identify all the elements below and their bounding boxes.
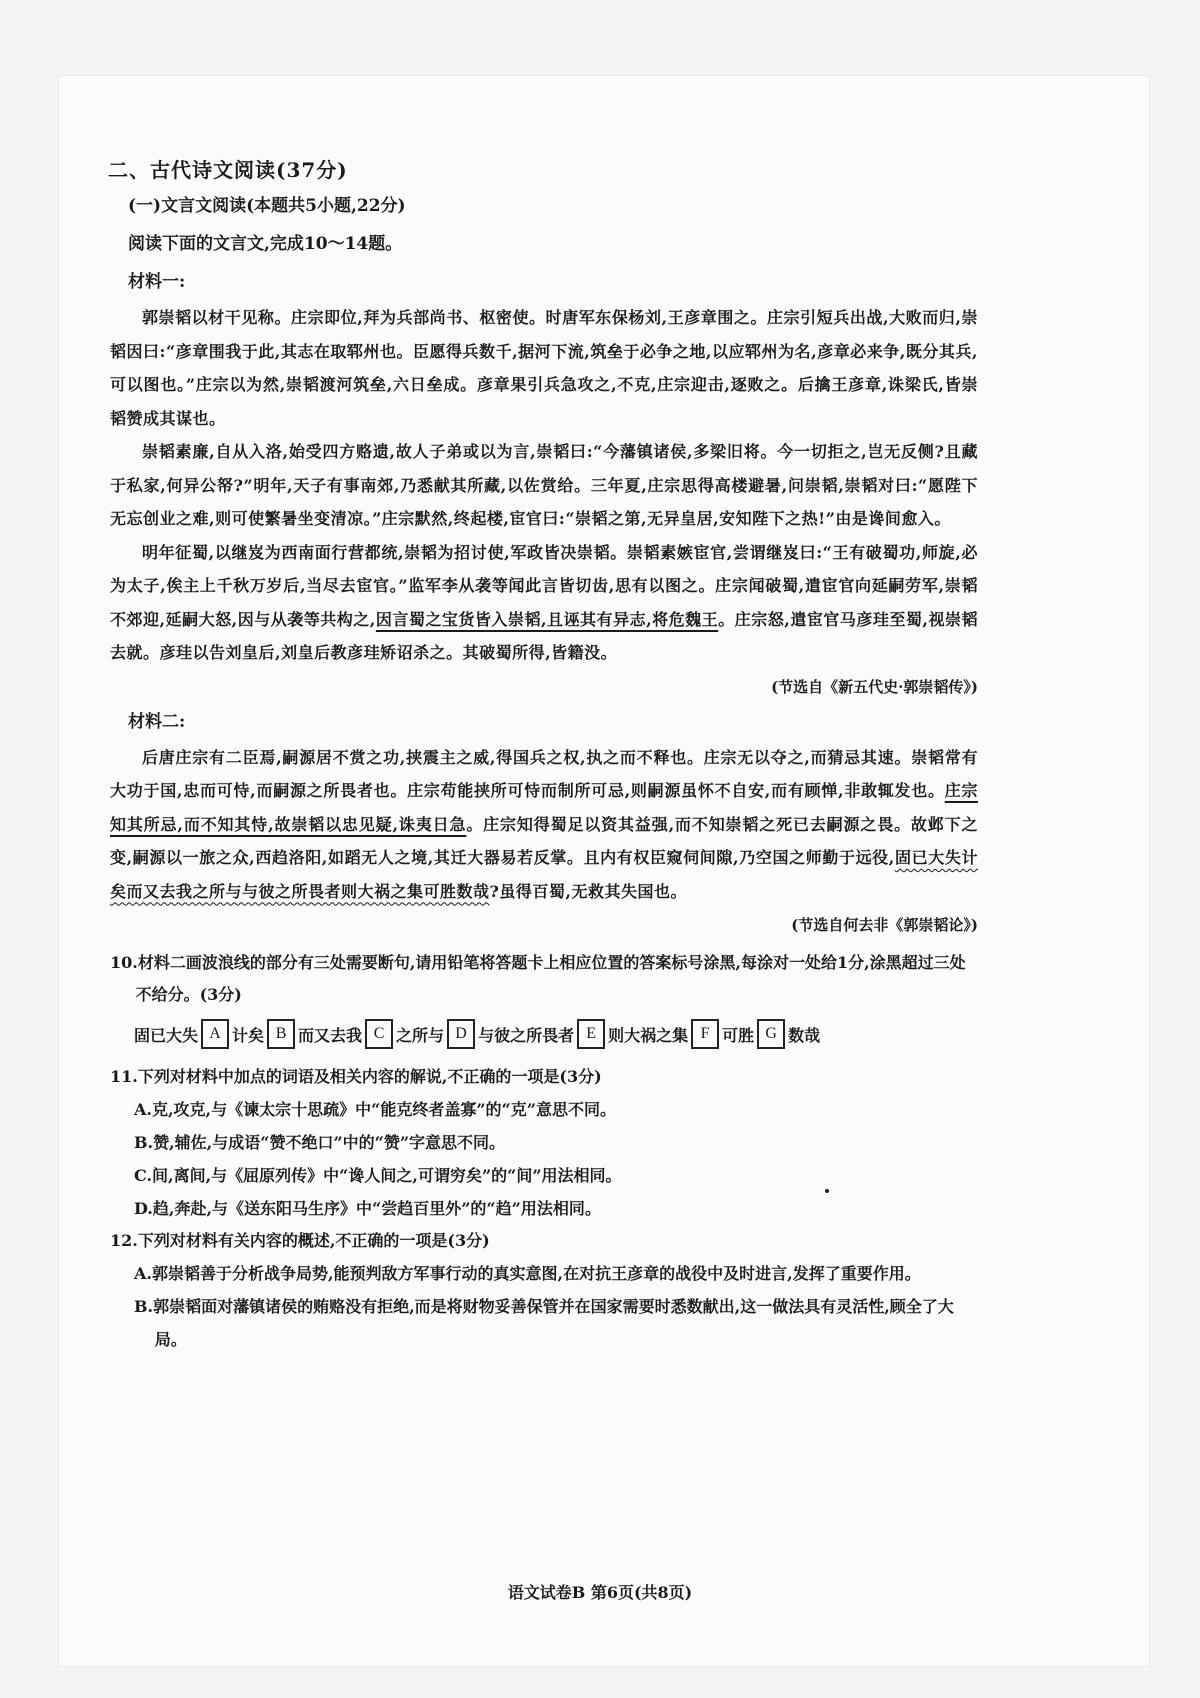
section-title: 二、古代诗文阅读(37分) bbox=[108, 158, 348, 182]
question-11-option: B.赞,辅佐,与成语“赞不绝口”中的“赞”字意思不同。 bbox=[134, 1133, 506, 1152]
answer-box[interactable]: E bbox=[577, 1019, 605, 1049]
text-run: 。庄宗怒,遣宦官马彦珪至蜀,视崇韬去就。彦珪以告刘皇后,刘皇后教彦珪矫诏杀之。其破蜀所得,皆籍没。 bbox=[110, 609, 978, 662]
question-12-option: B.郭崇韬面对藩镇诸侯的贿赂没有拒绝,而是将财物妥善保管并在国家需要时悉数献出,这一做法具有灵活性,顾全了大局。 bbox=[134, 1297, 954, 1349]
material-one-paragraph: 郭崇韬以材干见称。庄宗即位,拜为兵部尚书、枢密使。时唐军东保杨刘,王彦章围之。庄宗引短兵出战,大败而归,崇韬因曰:“彦章围我于此,其志在取郓州也。臣愿得兵数千,据河下流,筑垒于必争之地,以应郓州为名,彦章必来争,既分其兵,可以图也。”庄宗以为然,崇韬渡河筑垒,六日垒成。彦章果引兵急攻之,不克,庄宗迎击,逐败之。后擒王彦章,诛梁氏,皆崇韬赞成其谋也。 bbox=[110, 308, 978, 428]
underlined-sentence: 因言蜀之宝货皆入崇韬,且诬其有异志,将危魏王 bbox=[375, 609, 719, 629]
text-run: ?虽得百蜀,无救其失国也。 bbox=[489, 881, 687, 901]
segment-text: 计矣 bbox=[232, 1025, 265, 1045]
segment-text: 固已大失 bbox=[134, 1025, 199, 1045]
answer-box[interactable]: G bbox=[757, 1019, 785, 1049]
text-run: 。庄宗知得蜀足以资其益强,而不知崇韬之死已去嗣源之畏。故邺下之变,嗣源以一旅之众,西趋洛阳,如蹈无人之境,其迁大器易若反掌。且内有权臣窥伺间隙,乃空国之师勤于远役, bbox=[110, 814, 978, 867]
material-one-paragraph: 崇韬素廉,自从入洛,始受四方赂遗,故人子弟或以为言,崇韬曰:“今藩镇诸侯,多梁旧将。今一切拒之,岂无反侧?且藏于私家,何异公帑?”明年,天子有事南郊,乃悉献其所藏,以佐赏给。三年夏,庄宗思得高楼避暑,问崇韬,崇韬对曰:“愿陛下无忘创业之难,则可使繁暑坐变清凉。”庄宗默然,终起楼,宦官曰:“崇韬之第,无异皇居,安知陛下之热!”由是谗间愈入。 bbox=[110, 442, 978, 528]
segment-text: 则大祸之集 bbox=[608, 1025, 689, 1045]
answer-box[interactable]: B bbox=[267, 1019, 295, 1049]
text-run: 后唐庄宗有二臣焉,嗣源居不赏之功,挟震主之威,得国兵之权,执之而不释也。庄宗无以夺之,而猜忌其速。崇韬常有大功于国,忠而可恃,而嗣源之所畏者也。庄宗苟能挟所可恃而制所可忌,则嗣源虽怀不自安,而有顾惮,非敢辄发也。 bbox=[110, 747, 978, 800]
sentence-break-row bbox=[134, 1019, 978, 1049]
material-one-paragraph bbox=[110, 536, 978, 670]
answer-box[interactable]: C bbox=[365, 1019, 393, 1049]
question-12-option: A.郭崇韬善于分析战争局势,能预判敌方军事行动的真实意图,在对抗王彦章的战役中及时进言,发挥了重要作用。 bbox=[134, 1264, 921, 1283]
subsection-title: (一)文言文阅读(本题共5小题,22分) bbox=[128, 196, 406, 216]
reading-instruction: 阅读下面的文言文,完成10～14题。 bbox=[128, 234, 403, 254]
question-11-option: D.趋,奔赴,与《送东阳马生序》中“尝趋百里外”的“趋”用法相同。 bbox=[134, 1199, 601, 1218]
wavy-underlined-sentence: 固已大失计矣而又去我之所与与彼之所畏者则大祸之集可胜数哉 bbox=[110, 848, 978, 901]
answer-box[interactable]: A bbox=[201, 1019, 229, 1049]
material-two-paragraph bbox=[110, 741, 978, 909]
text-run: 明年征蜀,以继岌为西南面行营都统,崇韬为招讨使,军政皆决崇韬。崇韬素嫉宦官,尝谓继岌曰:“王有破蜀功,师旋,必为太子,俟主上千秋万岁后,当尽去宦官。”监军李从袭等闻此言皆切齿,思有以图之。庄宗闻破蜀,遣宦官向延嗣劳军,崇韬不郊迎,延嗣大怒,因与从袭等共构之, bbox=[110, 542, 978, 629]
question-11-option: A.克,攻克,与《谏太宗十思疏》中“能克终者盖寡”的“克”意思不同。 bbox=[134, 1100, 616, 1119]
material-one-source: (节选自《新五代史·郭崇韬传》) bbox=[771, 677, 978, 696]
underlined-sentence: 庄宗知其所忌,而不知其恃,故崇韬以忠见疑,诛夷日急 bbox=[110, 781, 978, 834]
page-footer: 语文试卷B 第6页(共8页) bbox=[507, 1583, 693, 1602]
question-11-stem: 11.下列对材料中加点的词语及相关内容的解说,不正确的一项是(3分) bbox=[110, 1067, 602, 1086]
question-11-option: C.间,离间,与《屈原列传》中“谗人间之,可谓穷矣”的“间”用法相同。 bbox=[134, 1166, 622, 1185]
question-10-stem: 10.材料二画波浪线的部分有三处需要断句,请用铅笔将答题卡上相应位置的答案标号涂黑,每涂对一处给1分,涂黑超过三处不给分。(3分) bbox=[110, 953, 966, 1004]
segment-text: 可胜 bbox=[722, 1025, 755, 1045]
answer-box[interactable]: F bbox=[691, 1019, 719, 1049]
answer-box[interactable]: D bbox=[447, 1019, 475, 1049]
segment-text: 而又去我 bbox=[298, 1025, 363, 1045]
question-10-text bbox=[110, 947, 978, 1011]
material-one-title: 材料一: bbox=[128, 272, 186, 292]
segment-text: 数哉 bbox=[788, 1025, 821, 1045]
exam-content bbox=[110, 154, 978, 1356]
material-two-title: 材料二: bbox=[128, 711, 186, 732]
material-two-source: (节选自何去非《郭崇韬论》) bbox=[791, 916, 978, 934]
segment-text: 之所与 bbox=[396, 1025, 445, 1045]
segment-text: 与彼之所畏者 bbox=[478, 1025, 575, 1045]
question-12-stem: 12.下列对材料有关内容的概述,不正确的一项是(3分) bbox=[110, 1231, 490, 1250]
